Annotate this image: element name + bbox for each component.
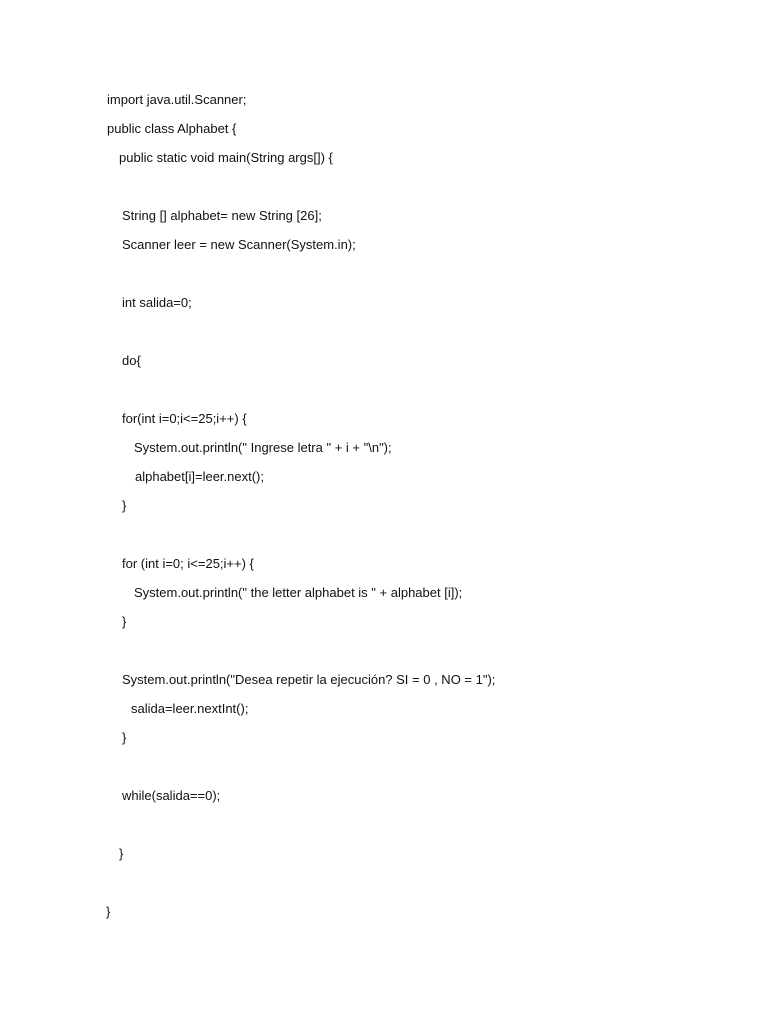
- code-line: while(salida==0);: [122, 788, 221, 803]
- code-line: salida=leer.nextInt();: [131, 701, 249, 716]
- code-line: Scanner leer = new Scanner(System.in);: [122, 237, 356, 252]
- code-line: public static void main(String args[]) {: [119, 150, 333, 165]
- code-line: for (int i=0; i<=25;i++) {: [122, 556, 254, 571]
- code-line: }: [122, 614, 127, 629]
- code-line: int salida=0;: [122, 295, 192, 310]
- code-line: }: [119, 846, 124, 861]
- code-line: public class Alphabet {: [107, 121, 237, 136]
- code-line: System.out.println("Desea repetir la ejecución? SI = 0 , NO = 1");: [122, 672, 496, 687]
- code-line: }: [106, 904, 111, 919]
- code-line: for(int i=0;i<=25;i++) {: [122, 411, 247, 426]
- code-line: String [] alphabet= new String [26];: [122, 208, 322, 223]
- code-line: System.out.println(" Ingrese letra " + i + "\n");: [134, 440, 392, 455]
- code-line: do{: [122, 353, 141, 368]
- code-line: alphabet[i]=leer.next();: [135, 469, 264, 484]
- code-line: }: [122, 730, 127, 745]
- code-line: System.out.println(" the letter alphabet is " + alphabet [i]);: [134, 585, 463, 600]
- code-line: }: [122, 498, 127, 513]
- code-line: import java.util.Scanner;: [107, 92, 247, 107]
